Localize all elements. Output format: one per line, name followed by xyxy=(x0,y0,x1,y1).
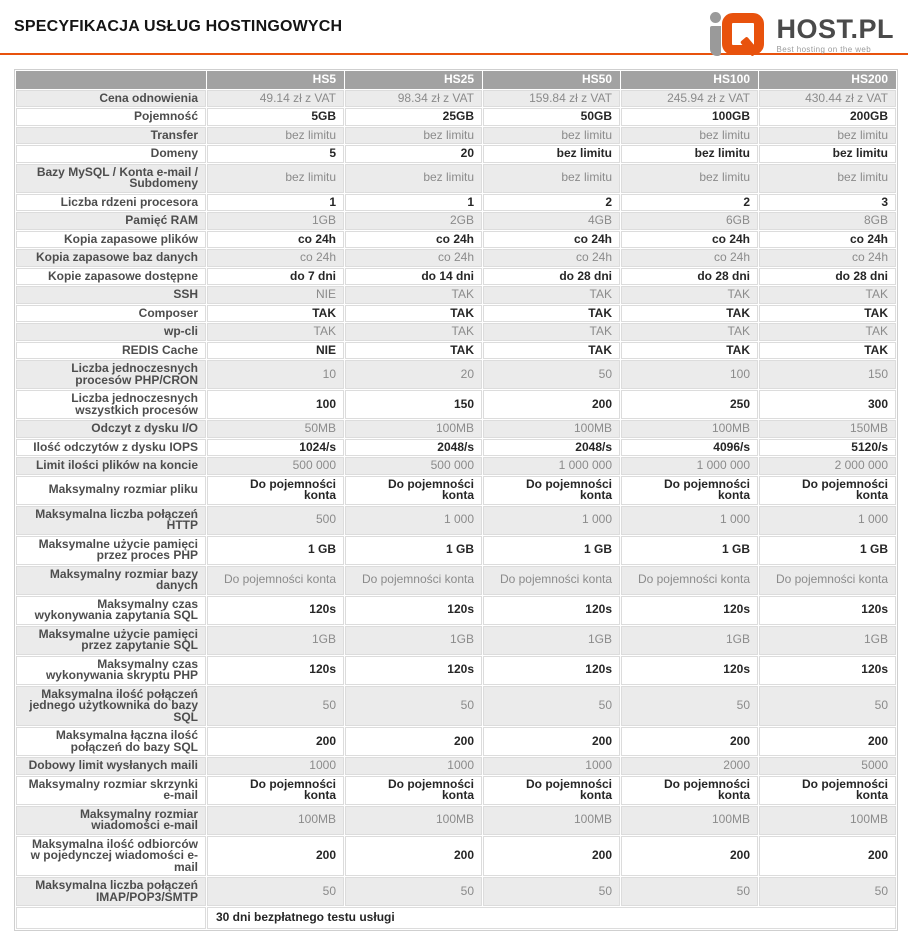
spec-value: 120s xyxy=(345,656,482,685)
spec-value: co 24h xyxy=(759,231,896,249)
spec-value: Do pojemności konta xyxy=(621,566,758,595)
table-row xyxy=(16,342,896,360)
spec-value: 500 000 xyxy=(207,457,344,475)
spec-value: 1024/s xyxy=(207,439,344,457)
spec-value: 1 000 000 xyxy=(621,457,758,475)
spec-value: do 28 dni xyxy=(759,268,896,286)
hosting-spec-table xyxy=(14,69,898,931)
row-label: Maksymalny rozmiar bazy danych xyxy=(16,566,206,595)
spec-value: co 24h xyxy=(621,249,758,267)
row-label: Maksymalny rozmiar wiadomości e-mail xyxy=(16,806,206,835)
spec-value: 50 xyxy=(345,877,482,906)
spec-value: 1 000 xyxy=(759,506,896,535)
spec-value: 120s xyxy=(207,596,344,625)
spec-value: Do pojemności konta xyxy=(759,776,896,805)
row-label: Composer xyxy=(16,305,206,323)
table-row xyxy=(16,231,896,249)
row-label: Liczba jednoczesnych wszystkich procesów xyxy=(16,390,206,419)
spec-value: bez limitu xyxy=(483,127,620,145)
spec-value: 300 xyxy=(759,390,896,419)
logo-i-stem xyxy=(710,26,721,56)
spec-value: co 24h xyxy=(345,249,482,267)
spec-value: 200 xyxy=(345,836,482,877)
spec-value: 1GB xyxy=(345,626,482,655)
spec-value: 2048/s xyxy=(345,439,482,457)
table-row xyxy=(16,90,896,108)
spec-value: 1000 xyxy=(207,757,344,775)
row-label: Maksymalny rozmiar skrzynki e-mail xyxy=(16,776,206,805)
table-row xyxy=(16,457,896,475)
spec-value: 500 xyxy=(207,506,344,535)
table-row xyxy=(16,286,896,304)
spec-value: Do pojemności konta xyxy=(759,476,896,505)
spec-value: co 24h xyxy=(207,249,344,267)
row-label: Maksymalny czas wykonywania zapytania SQL xyxy=(16,596,206,625)
spec-value: 8GB xyxy=(759,212,896,230)
spec-value: NIE xyxy=(207,286,344,304)
spec-value: 1 GB xyxy=(483,536,620,565)
spec-value: 1 GB xyxy=(345,536,482,565)
page-header xyxy=(0,0,908,53)
table-row xyxy=(16,439,896,457)
row-label: Domeny xyxy=(16,145,206,163)
row-label: Kopia zapasowe plików xyxy=(16,231,206,249)
row-label: Maksymalna liczba połączeń IMAP/POP3/SMTP xyxy=(16,877,206,906)
row-label: Pamięć RAM xyxy=(16,212,206,230)
table-row xyxy=(16,836,896,877)
row-label: REDIS Cache xyxy=(16,342,206,360)
spec-value: 120s xyxy=(483,596,620,625)
row-label: wp-cli xyxy=(16,323,206,341)
spec-value: co 24h xyxy=(483,249,620,267)
spec-value: TAK xyxy=(621,323,758,341)
spec-value: 1 GB xyxy=(759,536,896,565)
row-label: Liczba jednoczesnych procesów PHP/CRON xyxy=(16,360,206,389)
logo-text-block xyxy=(776,12,894,54)
spec-value: TAK xyxy=(759,286,896,304)
row-label: Kopia zapasowe baz danych xyxy=(16,249,206,267)
spec-value: 6GB xyxy=(621,212,758,230)
spec-value: 200 xyxy=(759,727,896,756)
spec-value: 98.34 zł z VAT xyxy=(345,90,482,108)
spec-value: 50MB xyxy=(207,420,344,438)
spec-value: 120s xyxy=(207,656,344,685)
spec-value: Do pojemności konta xyxy=(621,476,758,505)
row-label: Maksymalny rozmiar pliku xyxy=(16,476,206,505)
spec-value: 50 xyxy=(483,686,620,727)
spec-value: 50 xyxy=(621,877,758,906)
spec-value: TAK xyxy=(207,323,344,341)
table-row xyxy=(16,249,896,267)
spec-value: 2 xyxy=(621,194,758,212)
table-row xyxy=(16,596,896,625)
table-row xyxy=(16,476,896,505)
spec-value: 1 xyxy=(207,194,344,212)
row-label: Maksymalna ilość odbiorców w pojedynczej wiadomości e-mail xyxy=(16,836,206,877)
spec-value: 200 xyxy=(345,727,482,756)
spec-value: 430.44 zł z VAT xyxy=(759,90,896,108)
logo-text: HOST.PL xyxy=(776,14,894,44)
spec-value: bez limitu xyxy=(483,145,620,163)
spec-value: 3 xyxy=(759,194,896,212)
spec-value: 1GB xyxy=(207,626,344,655)
spec-value: 200 xyxy=(483,836,620,877)
spec-value: 50 xyxy=(483,360,620,389)
corner-cell xyxy=(16,71,206,89)
spec-value: 120s xyxy=(759,656,896,685)
row-label: Maksymalny czas wykonywania skryptu PHP xyxy=(16,656,206,685)
row-label: Liczba rdzeni procesora xyxy=(16,194,206,212)
table-row xyxy=(16,305,896,323)
table-row xyxy=(16,907,896,929)
spec-value: co 24h xyxy=(483,231,620,249)
table-row xyxy=(16,127,896,145)
table-row xyxy=(16,757,896,775)
spec-value: 1000 xyxy=(345,757,482,775)
iq-monogram-icon xyxy=(709,12,766,57)
row-label: Maksymalne użycie pamięci przez proces PHP xyxy=(16,536,206,565)
spec-value: 100MB xyxy=(759,806,896,835)
spec-value: 1GB xyxy=(621,626,758,655)
row-label: Ilość odczytów z dysku IOPS xyxy=(16,439,206,457)
table-row xyxy=(16,727,896,756)
spec-value: do 14 dni xyxy=(345,268,482,286)
spec-value: bez limitu xyxy=(621,145,758,163)
spec-value: 120s xyxy=(621,596,758,625)
spec-value: 1 GB xyxy=(207,536,344,565)
spec-value: 1 000 xyxy=(621,506,758,535)
spec-value: 1 GB xyxy=(621,536,758,565)
page-title: SPECYFIKACJA USŁUG HOSTINGOWYCH xyxy=(14,18,343,35)
row-label: SSH xyxy=(16,286,206,304)
spec-value: 200 xyxy=(483,390,620,419)
spec-value: TAK xyxy=(621,286,758,304)
spec-value: 1 000 xyxy=(483,506,620,535)
spec-value: 500 000 xyxy=(345,457,482,475)
spec-value: Do pojemności konta xyxy=(207,776,344,805)
row-label: Cena odnowienia xyxy=(16,90,206,108)
logo-i-dot xyxy=(710,12,721,23)
spec-value: bez limitu xyxy=(759,164,896,193)
spec-value: 100MB xyxy=(207,806,344,835)
spec-value: 120s xyxy=(759,596,896,625)
spec-value: 5 xyxy=(207,145,344,163)
spec-value: bez limitu xyxy=(621,127,758,145)
spec-value: 50 xyxy=(759,877,896,906)
spec-value: 10 xyxy=(207,360,344,389)
spec-value: bez limitu xyxy=(759,145,896,163)
spec-value: bez limitu xyxy=(207,127,344,145)
column-header: HS100 xyxy=(621,71,758,89)
spec-value: TAK xyxy=(345,286,482,304)
footer-note: 30 dni bezpłatnego testu usługi xyxy=(207,907,896,929)
row-label: Odczyt z dysku I/O xyxy=(16,420,206,438)
spec-value: 100GB xyxy=(621,108,758,126)
spec-value: 50 xyxy=(345,686,482,727)
spec-value: TAK xyxy=(759,323,896,341)
table-row xyxy=(16,390,896,419)
spec-value: 2 000 000 xyxy=(759,457,896,475)
spec-value: 200 xyxy=(207,727,344,756)
table-row xyxy=(16,776,896,805)
spec-value: bez limitu xyxy=(345,127,482,145)
spec-value: bez limitu xyxy=(483,164,620,193)
spec-value: 5120/s xyxy=(759,439,896,457)
row-label: Maksymalna łączna ilość połączeń do bazy SQL xyxy=(16,727,206,756)
spec-value: 200 xyxy=(621,727,758,756)
logo-q-ring xyxy=(722,13,764,55)
spec-value: 50 xyxy=(621,686,758,727)
spec-value: 200 xyxy=(621,836,758,877)
spec-value: do 28 dni xyxy=(621,268,758,286)
spec-value: co 24h xyxy=(621,231,758,249)
spec-value: 245.94 zł z VAT xyxy=(621,90,758,108)
row-label: Maksymalna ilość połączeń jednego użytkownika do bazy SQL xyxy=(16,686,206,727)
spec-value: Do pojemności konta xyxy=(345,476,482,505)
spec-value: 1GB xyxy=(207,212,344,230)
spec-value: Do pojemności konta xyxy=(345,776,482,805)
spec-value: 100MB xyxy=(345,806,482,835)
table-row xyxy=(16,108,896,126)
spec-value: 100MB xyxy=(621,806,758,835)
spec-value: 150MB xyxy=(759,420,896,438)
spec-value: 200 xyxy=(483,727,620,756)
spec-value: 100MB xyxy=(345,420,482,438)
spec-value: 49.14 zł z VAT xyxy=(207,90,344,108)
spec-value: 4096/s xyxy=(621,439,758,457)
spec-value: bez limitu xyxy=(207,164,344,193)
table-row xyxy=(16,877,896,906)
spec-value: 2 xyxy=(483,194,620,212)
row-label: Bazy MySQL / Konta e-mail / Subdomeny xyxy=(16,164,206,193)
table-row xyxy=(16,686,896,727)
spec-value: bez limitu xyxy=(345,164,482,193)
spec-value: TAK xyxy=(621,342,758,360)
spec-value: TAK xyxy=(345,342,482,360)
spec-value: bez limitu xyxy=(621,164,758,193)
spec-value: do 28 dni xyxy=(483,268,620,286)
column-header: HS200 xyxy=(759,71,896,89)
row-label xyxy=(16,907,206,929)
spec-value: TAK xyxy=(483,305,620,323)
spec-value: 200 xyxy=(207,836,344,877)
spec-value: 1 000 000 xyxy=(483,457,620,475)
table-header-row xyxy=(16,71,896,89)
spec-value: co 24h xyxy=(345,231,482,249)
spec-value: 1 xyxy=(345,194,482,212)
spec-value: 100MB xyxy=(621,420,758,438)
spec-value: 50 xyxy=(207,686,344,727)
table-row xyxy=(16,656,896,685)
spec-value: 250 xyxy=(621,390,758,419)
spec-value: Do pojemności konta xyxy=(483,566,620,595)
spec-value: 5GB xyxy=(207,108,344,126)
spec-value: Do pojemności konta xyxy=(345,566,482,595)
table-row xyxy=(16,360,896,389)
spec-value: TAK xyxy=(345,323,482,341)
row-label: Dobowy limit wysłanych maili xyxy=(16,757,206,775)
table-row xyxy=(16,420,896,438)
spec-value: 1GB xyxy=(483,626,620,655)
table-row xyxy=(16,566,896,595)
spec-value: Do pojemności konta xyxy=(483,476,620,505)
table-container xyxy=(0,69,908,931)
table-row xyxy=(16,164,896,193)
column-header: HS5 xyxy=(207,71,344,89)
table-row xyxy=(16,506,896,535)
spec-value: 25GB xyxy=(345,108,482,126)
spec-value: 20 xyxy=(345,360,482,389)
spec-value: 120s xyxy=(621,656,758,685)
spec-value: 100MB xyxy=(483,420,620,438)
table-row xyxy=(16,145,896,163)
spec-value: TAK xyxy=(759,305,896,323)
spec-value: 5000 xyxy=(759,757,896,775)
spec-value: 100MB xyxy=(483,806,620,835)
column-header: HS25 xyxy=(345,71,482,89)
row-label: Maksymalna liczba połączeń HTTP xyxy=(16,506,206,535)
spec-value: do 7 dni xyxy=(207,268,344,286)
spec-value: Do pojemności konta xyxy=(759,566,896,595)
spec-value: 50GB xyxy=(483,108,620,126)
table-row xyxy=(16,268,896,286)
spec-value: 1000 xyxy=(483,757,620,775)
spec-value: TAK xyxy=(345,305,482,323)
spec-value: 20 xyxy=(345,145,482,163)
spec-value: TAK xyxy=(207,305,344,323)
spec-value: 100 xyxy=(207,390,344,419)
spec-value: 120s xyxy=(483,656,620,685)
spec-value: 159.84 zł z VAT xyxy=(483,90,620,108)
row-label: Limit ilości plików na koncie xyxy=(16,457,206,475)
spec-value: 2048/s xyxy=(483,439,620,457)
spec-value: NIE xyxy=(207,342,344,360)
row-label: Pojemność xyxy=(16,108,206,126)
spec-value: 2GB xyxy=(345,212,482,230)
row-label: Kopie zapasowe dostępne xyxy=(16,268,206,286)
spec-value: 1GB xyxy=(759,626,896,655)
row-label: Maksymalne użycie pamięci przez zapytanie SQL xyxy=(16,626,206,655)
spec-value: TAK xyxy=(483,323,620,341)
spec-value: 200 xyxy=(759,836,896,877)
spec-value: Do pojemności konta xyxy=(483,776,620,805)
spec-value: Do pojemności konta xyxy=(621,776,758,805)
spec-value: TAK xyxy=(483,286,620,304)
table-row xyxy=(16,806,896,835)
table-row xyxy=(16,626,896,655)
spec-value: 50 xyxy=(759,686,896,727)
column-header: HS50 xyxy=(483,71,620,89)
spec-value: 100 xyxy=(621,360,758,389)
spec-value: co 24h xyxy=(759,249,896,267)
spec-value: co 24h xyxy=(207,231,344,249)
table-row xyxy=(16,194,896,212)
table-row xyxy=(16,536,896,565)
table-row xyxy=(16,323,896,341)
spec-value: Do pojemności konta xyxy=(207,566,344,595)
spec-value: 150 xyxy=(759,360,896,389)
spec-value: TAK xyxy=(759,342,896,360)
spec-value: 50 xyxy=(207,877,344,906)
spec-value: bez limitu xyxy=(759,127,896,145)
spec-value: 200GB xyxy=(759,108,896,126)
spec-value: 120s xyxy=(345,596,482,625)
iqhost-logo[interactable] xyxy=(709,12,894,57)
row-label: Transfer xyxy=(16,127,206,145)
spec-value: Do pojemności konta xyxy=(207,476,344,505)
spec-value: 4GB xyxy=(483,212,620,230)
table-row xyxy=(16,212,896,230)
spec-value: TAK xyxy=(483,342,620,360)
spec-value: 50 xyxy=(483,877,620,906)
spec-value: TAK xyxy=(621,305,758,323)
spec-value: 150 xyxy=(345,390,482,419)
spec-value: 2000 xyxy=(621,757,758,775)
logo-tagline: Best hosting on the web xyxy=(776,45,872,54)
spec-value: 1 000 xyxy=(345,506,482,535)
